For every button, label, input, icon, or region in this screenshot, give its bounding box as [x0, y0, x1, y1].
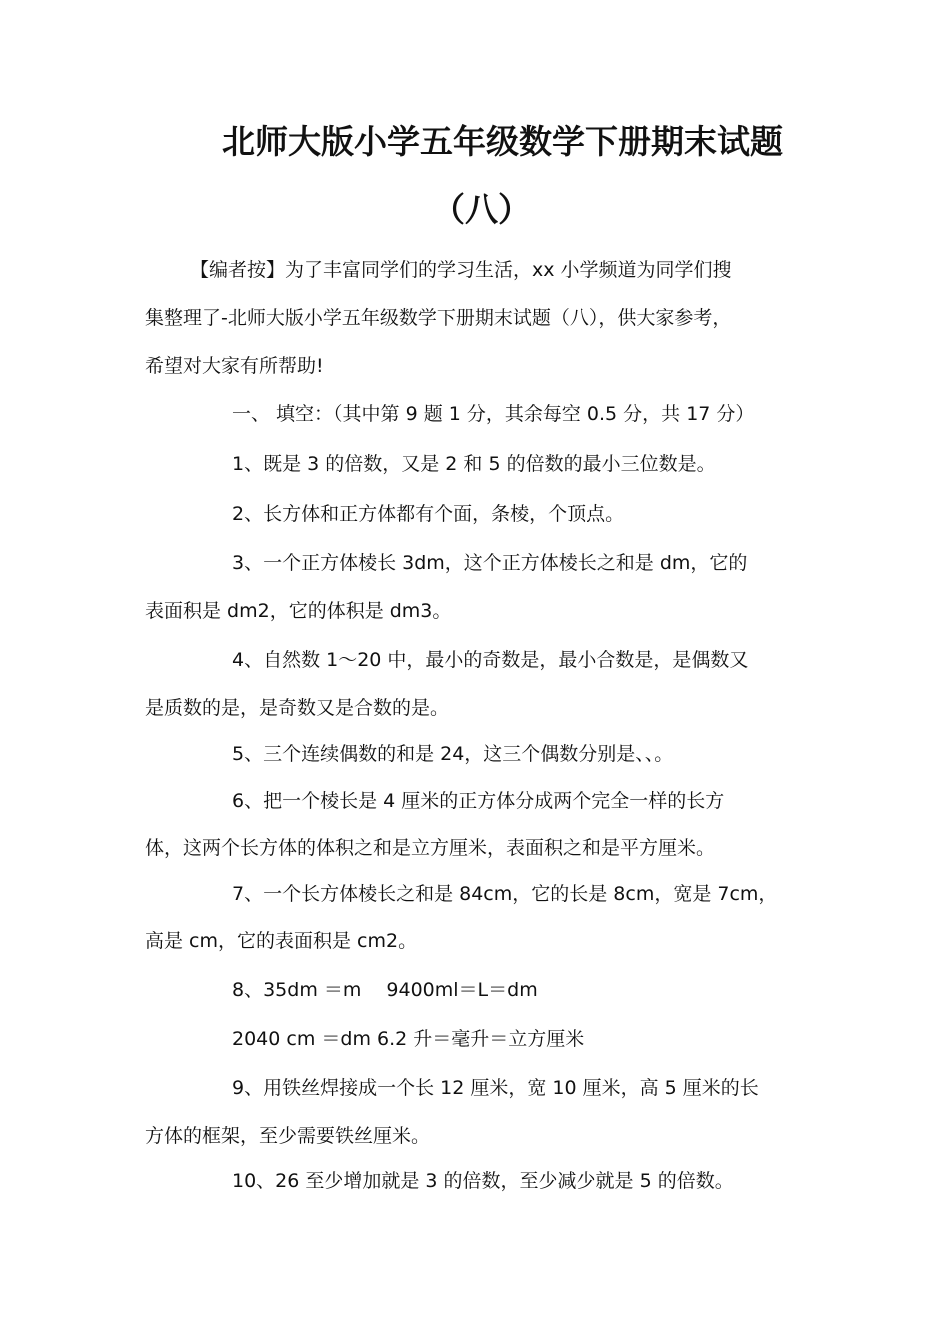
question-line: 5、三个连续偶数的和是 24，这三个偶数分别是、、。 — [232, 743, 674, 765]
question-line: 6、把一个棱长是 4 厘米的正方体分成两个完全一样的长方 — [232, 790, 725, 812]
document-title-subtitle: （八） — [432, 190, 531, 229]
question-line: 9、用铁丝焊接成一个长 12 厘米，宽 10 厘米，高 5 厘米的长 — [232, 1077, 759, 1099]
question-line: 是质数的是，是奇数又是合数的是。 — [145, 697, 450, 719]
section-heading: 一、 填空：（其中第 9 题 1 分，其余每空 0.5 分，共 17 分） — [232, 403, 755, 425]
question-line: 10、26 至少增加就是 3 的倍数，至少减少就是 5 的倍数。 — [232, 1170, 734, 1192]
question-line: 高是 cm，它的表面积是 cm2。 — [145, 930, 418, 952]
question-line: 方体的框架，至少需要铁丝厘米。 — [145, 1125, 431, 1147]
intro-line: 【编者按】为了丰富同学们的学习生活，xx 小学频道为同学们搜 — [190, 259, 732, 281]
question-line: 2、长方体和正方体都有个面，条棱，个顶点。 — [232, 503, 625, 525]
question-line: 表面积是 dm2，它的体积是 dm3。 — [145, 600, 452, 622]
question-line: 2040 cm ＝dm 6.2 升＝毫升＝立方厘米 — [232, 1028, 585, 1050]
question-line: 4、自然数 1～20 中，最小的奇数是，最小合数是，是偶数又 — [232, 649, 749, 671]
question-line: 1、既是 3 的倍数，又是 2 和 5 的倍数的最小三位数是。 — [232, 453, 716, 475]
document-title: 北师大版小学五年级数学下册期末试题 — [222, 122, 783, 161]
question-line: 8、35dm ＝m 9400ml＝L＝dm — [232, 979, 538, 1001]
question-line: 3、一个正方体棱长 3dm，这个正方体棱长之和是 dm，它的 — [232, 552, 748, 574]
question-line: 7、一个长方体棱长之和是 84cm，它的长是 8cm，宽是 7cm， — [232, 883, 778, 905]
intro-line: 集整理了-北师大版小学五年级数学下册期末试题（八），供大家参考， — [145, 307, 732, 329]
intro-line: 希望对大家有所帮助! — [145, 355, 324, 377]
question-line: 体，这两个长方体的体积之和是立方厘米，表面积之和是平方厘米。 — [145, 837, 716, 859]
